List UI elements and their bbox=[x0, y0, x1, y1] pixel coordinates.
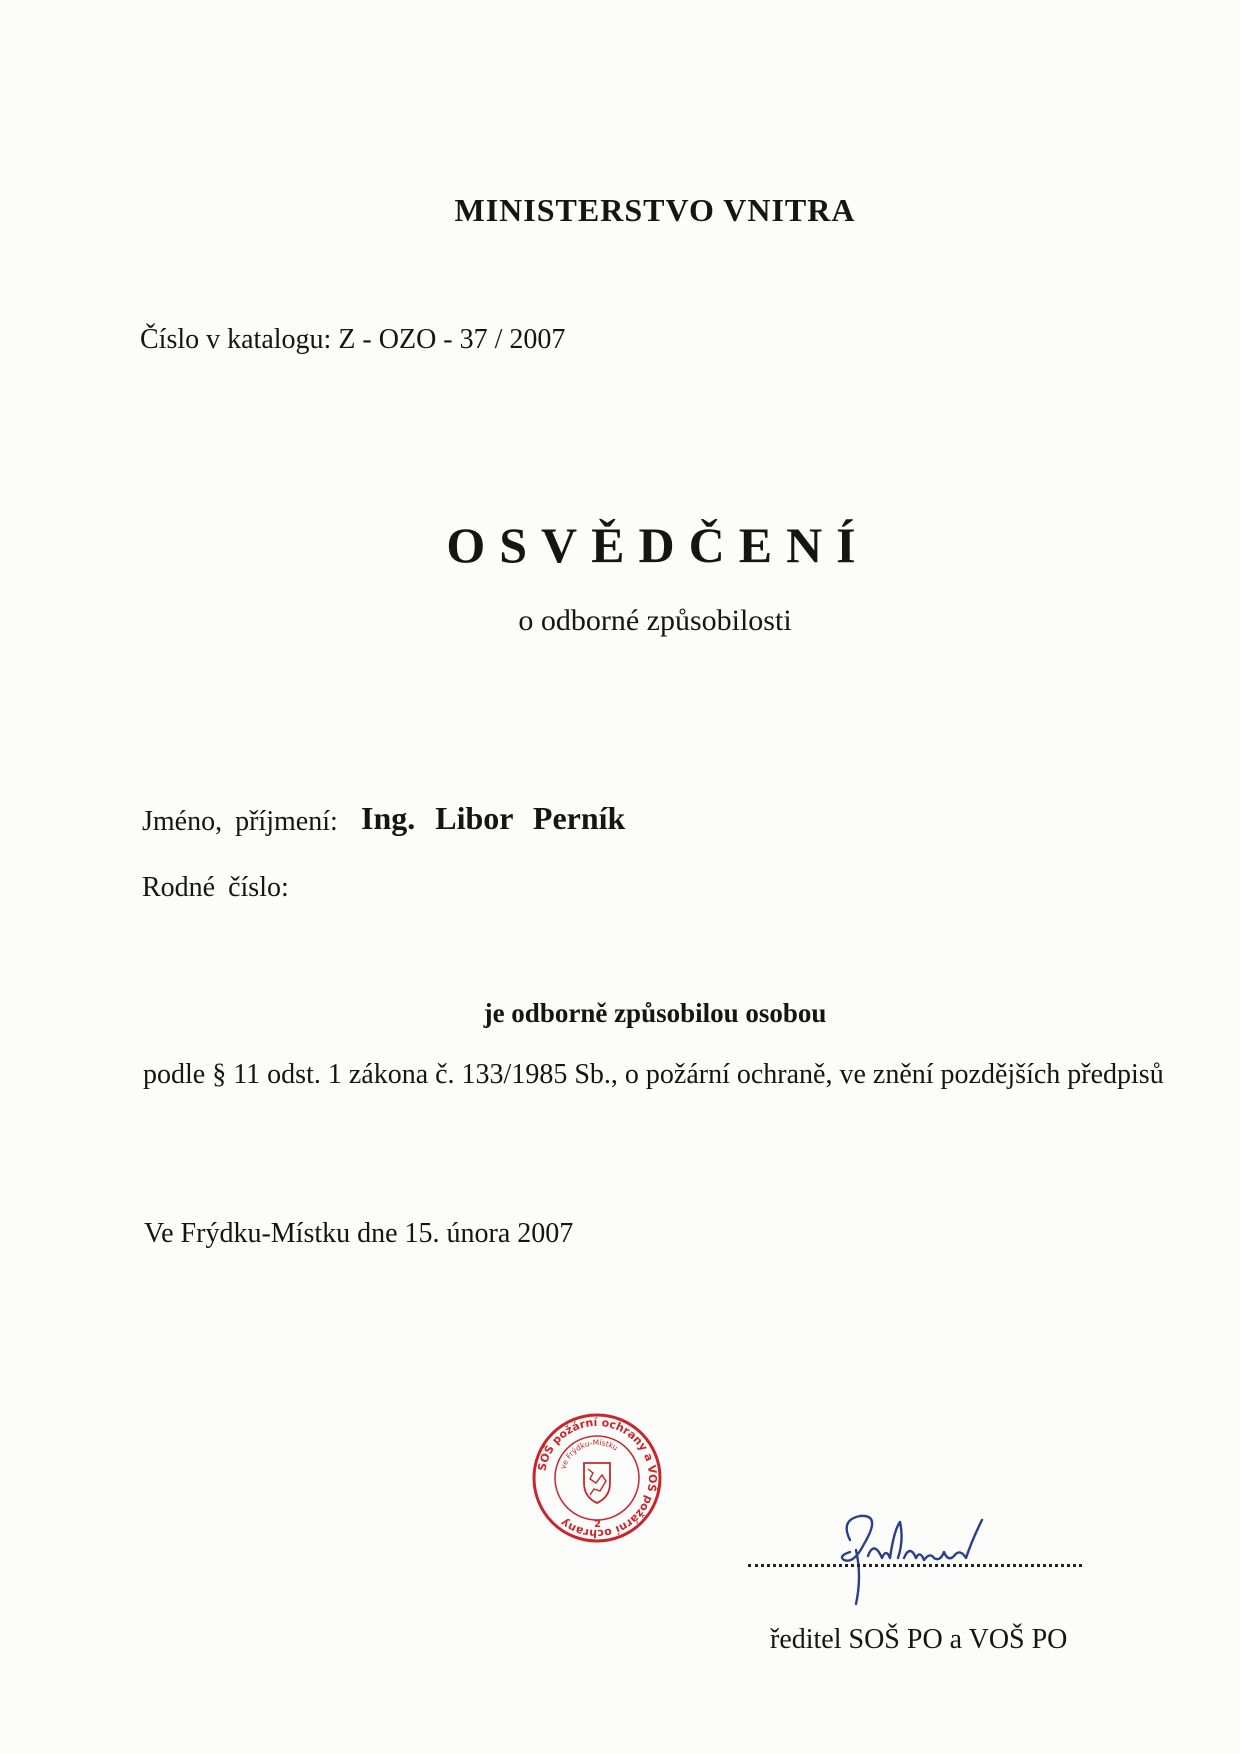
legal-basis: podle § 11 odst. 1 zákona č. 133/1985 Sb., o požární ochraně, ve znění pozdějších předpisů bbox=[143, 1059, 1164, 1090]
signature-dotted-line bbox=[748, 1564, 1082, 1567]
birth-number-label: Rodné číslo: bbox=[142, 872, 289, 903]
name-label: Jméno, příjmení: bbox=[142, 806, 338, 837]
certificate-subtitle: o odborné způsobilosti bbox=[518, 604, 792, 637]
certificate-title: OSVĚDČENÍ bbox=[446, 517, 870, 573]
director-signature bbox=[820, 1500, 1000, 1610]
signer-title: ředitel SOŠ PO a VOŠ PO bbox=[770, 1624, 1068, 1655]
qualification-statement: je odborně způsobilou osobou bbox=[483, 998, 827, 1028]
stamp-inner-text: ve Frýdku-Místku bbox=[558, 1437, 620, 1471]
place-and-date: Ve Frýdku-Místku dne 15. února 2007 bbox=[144, 1218, 574, 1249]
holder-name: Ing. Libor Perník bbox=[361, 800, 626, 836]
official-stamp bbox=[530, 1411, 664, 1545]
stamp-number: 2 bbox=[594, 1519, 601, 1530]
stamp-ring-text: SOŠ požární ochrany a VOŠ požární ochrany bbox=[535, 1415, 660, 1541]
issuer-heading: MINISTERSTVO VNITRA bbox=[454, 192, 856, 228]
catalog-number: Číslo v katalogu: Z - OZO - 37 / 2007 bbox=[140, 324, 566, 355]
